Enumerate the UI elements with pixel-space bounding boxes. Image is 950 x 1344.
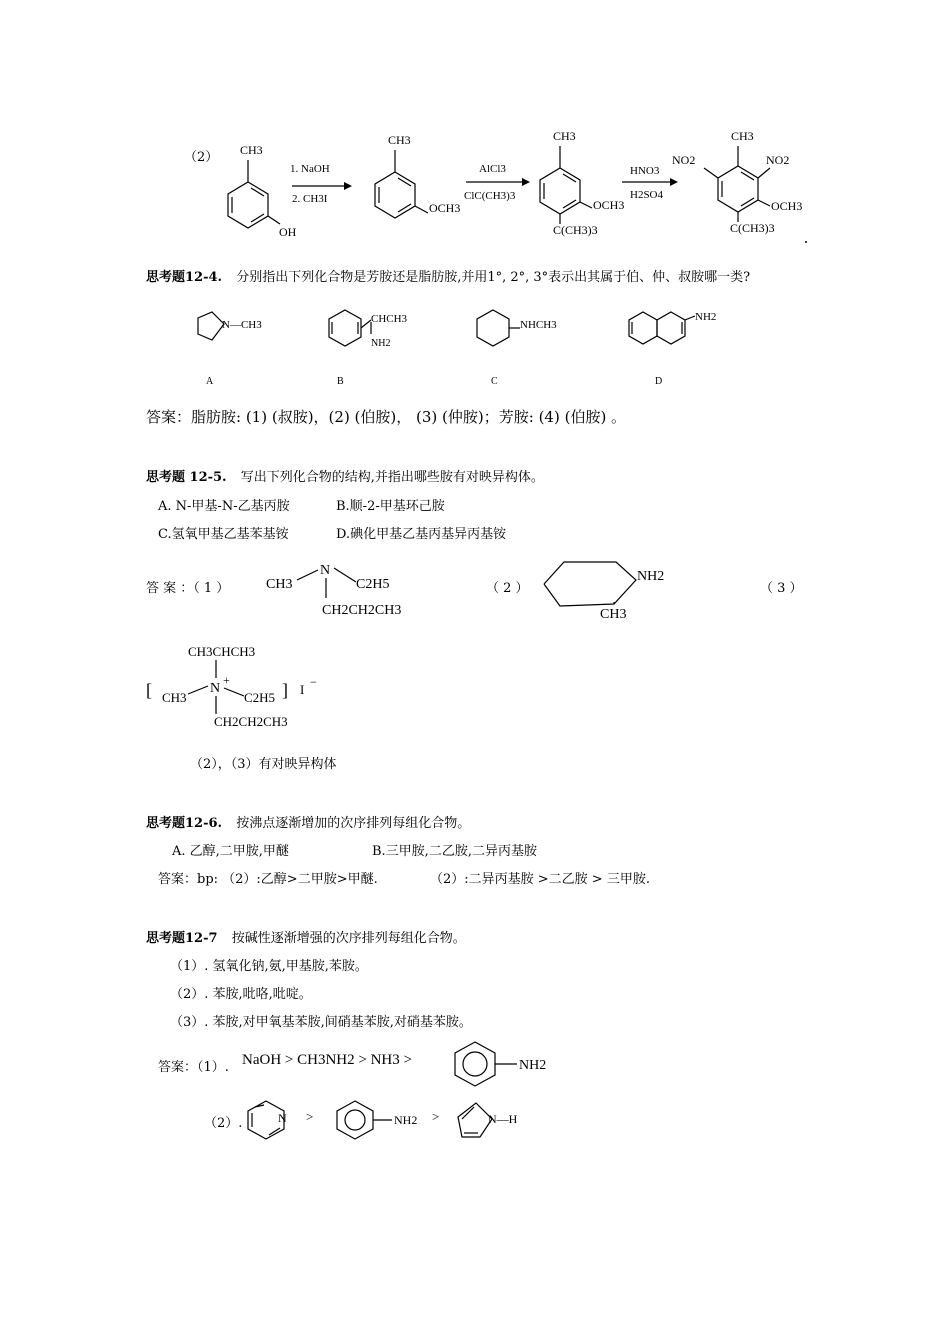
q12-5-item-c: C.氢氧甲基乙基苯基铵 [158,527,289,542]
aniline-structure-1 [445,1040,565,1088]
svg-text:C: C [491,376,498,387]
svg-text:NH2: NH2 [371,338,391,349]
svg-text:B: B [337,376,344,387]
q12-7-item-2: （2）. 苯胺,吡咯,吡啶。 [170,987,312,1002]
step2-reagent-b: ClC(CH3)3 [464,190,516,202]
q12-5-chiral-note: （2），（3）有对映异构体 [190,757,337,772]
q12-7-question: 按碱性逐渐增强的次序排列每组化合物。 [231,931,466,946]
q12-6-item-b: B.三甲胺,二乙胺,二异丙基胺 [372,844,537,859]
aniline-ring [337,1101,373,1139]
tbutyl-label: C(CH3)3 [553,223,598,237]
tbutyl-methylanisole-structure [540,146,592,224]
step1-reagent-b: 2. CH3I [292,193,328,205]
step3-reagent-b: H2SO4 [630,189,664,201]
svg-text:D: D [655,376,663,387]
q12-5-structure-3 [140,640,340,735]
reaction-scheme [0,120,950,245]
svg-text:C2H5: C2H5 [244,690,276,705]
q12-5-item-d: D.碘化甲基乙基丙基异丙基铵 [336,527,507,542]
naphthalene-ring-left [629,312,657,344]
ch3-label: CH3 [731,129,754,143]
svg-text:NH2: NH2 [519,1058,547,1073]
ch3-label: CH3 [388,133,411,147]
q12-5-answer-3-label: （ 3 ） [760,581,803,596]
svg-text:CHCH3: CHCH3 [371,313,408,325]
svg-text:C2H5: C2H5 [356,577,390,592]
svg-text:CH2CH2CH3: CH2CH2CH3 [322,603,402,618]
scheme-label: （2） [184,150,219,165]
svg-text:CH3: CH3 [266,577,293,592]
svg-text:N: N [320,563,331,578]
q12-5-item-a: A. N-甲基-N-乙基丙胺 [158,499,290,514]
q12-7-item-3: （3）. 苯胺,对甲氧基苯胺,间硝基苯胺,对硝基苯胺。 [170,1015,472,1030]
ch3-label: CH3 [240,143,263,157]
svg-text:N: N [210,681,221,696]
och3-label: OCH3 [429,201,461,215]
svg-text:N—CH3: N—CH3 [222,319,262,331]
och3-label: OCH3 [771,199,803,213]
ch3-label: CH3 [553,129,576,143]
dinitro-product-structure [704,146,770,222]
tbutyl-label: C(CH3)3 [730,221,775,235]
q12-5-answer-label: 答 案 ：（ 1 ） [146,581,230,596]
q12-7-answer-1-label: 答案：（1）. [158,1060,229,1075]
q12-4-title: 思考题12-4. [146,270,223,285]
q12-4-answer: 答案：脂肪胺: (1) (叔胺)，(2) (伯胺)， (3) (仲胺)；芳胺: (4) (伯胺) 。 [146,408,627,426]
q12-5-answer-2-label: （ 2 ） [486,581,529,596]
q12-6-item-a: A. 乙醇,二甲胺,甲醚 [172,844,289,859]
svg-text:>: > [306,1109,314,1124]
q12-7-answer-2-label: （2）. [204,1116,243,1131]
q12-6-question: 按沸点逐渐增加的次序排列每组化合物。 [236,816,471,831]
cyclohexane-ring [477,310,509,346]
svg-text:CH3: CH3 [600,607,627,622]
benzene-ring [329,310,361,346]
pyrrolidine-ring [198,312,224,340]
step1-reagent-a: 1. NaOH [290,163,330,175]
q12-7-title: 思考题12-7 [146,931,218,946]
q12-7-answer-2-structures [240,1095,560,1145]
och3-label: OCH3 [593,198,625,212]
q12-5-item-b: B.顺-2-甲基环己胺 [336,499,445,514]
svg-text:CH2CH2CH3: CH2CH2CH3 [214,714,288,729]
svg-text:NH2: NH2 [637,569,665,584]
step2-reagent-a: AlCl3 [479,163,506,175]
svg-text:>: > [432,1109,440,1124]
q12-4-question: 分别指出下列化合物是芳胺还是脂肪胺,并用1°, 2°, 3°表示出其属于伯、仲、叔胺哪一类? [236,270,751,285]
cyclohexane-chair [544,562,636,606]
q12-5-question: 写出下列化合物的结构,并指出哪些胺有对映异构体。 [240,470,544,485]
q12-6-answer-a: 答案：bp: （2）:乙醇>二甲胺>甲醚. [158,872,378,887]
svg-text:NHCH3: NHCH3 [520,319,557,331]
svg-text:N—H: N—H [488,1112,518,1126]
q12-6-title: 思考题12-6. [146,816,223,831]
svg-text:N: N [278,1111,287,1125]
svg-text:I: I [300,682,305,697]
m-cresol-structure [228,160,280,228]
q12-5-title: 思考题 12-5. [146,470,227,485]
svg-text:NH2: NH2 [394,1113,418,1127]
q12-7-item-1: （1）. 氢氧化钠,氨,甲基胺,苯胺。 [170,959,368,974]
q12-6-answer-b: （2）:二异丙基胺 >二乙胺 > 三甲胺. [430,872,650,887]
pyrrole-ring [458,1103,492,1137]
methylanisole-structure [375,150,428,218]
svg-text:−: − [310,675,317,689]
q12-7-answer-1-sequence: NaOH > CH3NH2 > NH3 > [242,1052,412,1068]
svg-text:NH2: NH2 [695,311,717,323]
no2-label: NO2 [766,153,790,167]
no2-label: NO2 [672,153,696,167]
oh-label: OH [279,225,297,239]
svg-text:A: A [206,376,214,387]
svg-text:]: ] [282,680,288,700]
svg-text:CH3CHCH3: CH3CHCH3 [188,644,256,659]
svg-text:[: [ [146,680,152,700]
step3-reagent-a: HNO3 [630,165,660,177]
naphthalene-ring-right [657,312,685,344]
svg-text:+: + [223,673,230,687]
q12-4-structures [0,298,950,393]
svg-text:CH3: CH3 [162,690,187,705]
q12-5-structures-row1 [0,556,950,626]
